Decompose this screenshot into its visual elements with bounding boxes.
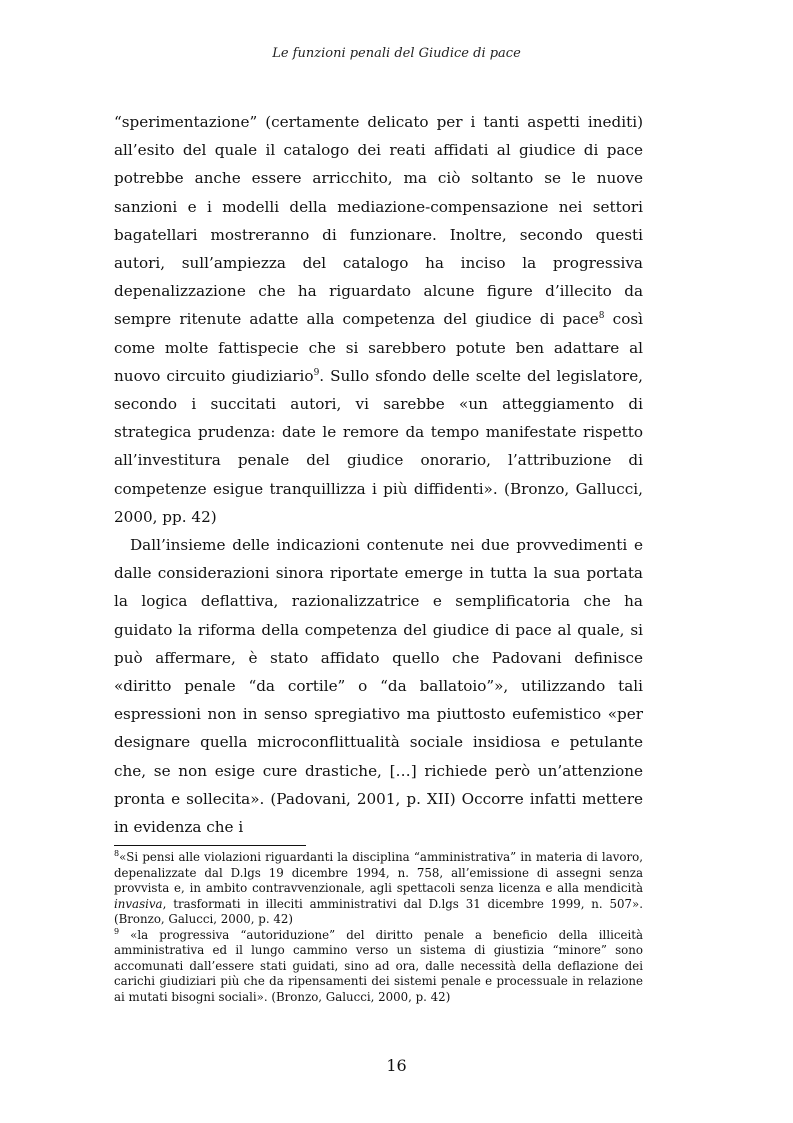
running-header: Le funzioni penali del Giudice di pace — [272, 46, 521, 61]
footnote-8-part-1: «Si pensi alle violazioni riguardanti la disciplina “amministrativa” in materia di lavoro, depenalizzate dal D.lgs 19 dicembre 1994, n. 758, all’emissione di assegni senza provvista e, in ambito contravvenzionale, agli spettacoli senza licenza e alla mendicità — [114, 850, 643, 895]
paragraph-1-part-3: . Sullo sfondo delle scelte del legislatore, secondo i succitati autori, vi sarebbe «un atteggiamento di strategica prudenza: date le remore da tempo manifestate rispetto all’investitura penale del giudice onorario, l’attribuzione di competenze esigue tranquillizza i più diffidenti». (Bronzo, Gallucci, 2000, pp. 42) — [114, 366, 644, 526]
footnote-ref-9[interactable]: 9 — [313, 367, 320, 378]
footnotes — [114, 850, 643, 1005]
paragraph-1-part-1: “sperimentazione” (certamente delicato per i tanti aspetti inediti) all’esito del quale il catalogo dei reati affidati al giudice di pace potrebbe anche essere arricchito, ma ciò soltanto se le nuove sanzioni e i modelli della mediazione-compensazione nei settori bagatellari mostreranno di funzionare. Inoltre, secondo questi autori, sull’ampiezza del catalogo ha inciso la progressiva depenalizzazione che ha riguardato alcune figure d’illecito da sempre ritenute adatte alla competenza del giudice di pace — [114, 113, 643, 329]
footnote-8-part-2: , trasformati in illeciti amministrativi dal D.lgs 31 dicembre 1999, n. 507». (Bronzo, Galucci, 2000, p. 42) — [114, 896, 643, 926]
body-text — [114, 108, 643, 841]
paragraph-2: Dall’insieme delle indicazioni contenute nei due provvedimenti e dalle considerazioni sinora riportate emerge in tutta la sua portata la logica deflattiva, razionalizzatrice e semplificatoria che ha guidato la riforma della competenza del giudice di pace al quale, si può affermare, è stato affidato quello che Padovani definisce «diritto penale “da cortile” o “da ballatoio”», utilizzando tali espressioni non in senso spregiativo ma piuttosto eufemistico «per designare quella microconflittualità sociale insidiosa e petulante che, se non esige cure drastiche, […] richiede però un’attenzione pronta e sollecita». (Padovani, 2001, p. XII) Occorre infatti mettere in evidenza che i — [114, 536, 643, 837]
footnote-marker-9: 9 — [114, 926, 120, 936]
footnote-9-text: «la progressiva “autoriduzione” del diritto penale a beneficio della illiceità amministrativa ed il lungo cammino verso un sistema di giustizia “minore” sono accomunati dall’essere stati guidati, sino ad ora, dalle necessità della deflazione dei carichi giudiziari più che da ripensamenti dei sistemi penale e processuale in relazione ai mutati bisogni sociali». (Bronzo, Galucci, 2000, p. 42) — [114, 927, 643, 1004]
footnote-8-italic: invasiva — [114, 896, 163, 911]
page-number: 16 — [386, 1056, 407, 1075]
footnote-8 — [114, 850, 643, 928]
footnote-9 — [114, 928, 643, 1006]
paragraph-1 — [114, 108, 643, 531]
footnote-ref-8[interactable]: 8 — [598, 311, 605, 322]
paragraph-1-part-2: così come molte fattispecie che si sarebbero potute ben adattare al nuovo circuito giudiziario — [114, 310, 643, 385]
footnote-separator — [114, 845, 306, 846]
footnote-marker-8: 8 — [114, 849, 120, 859]
